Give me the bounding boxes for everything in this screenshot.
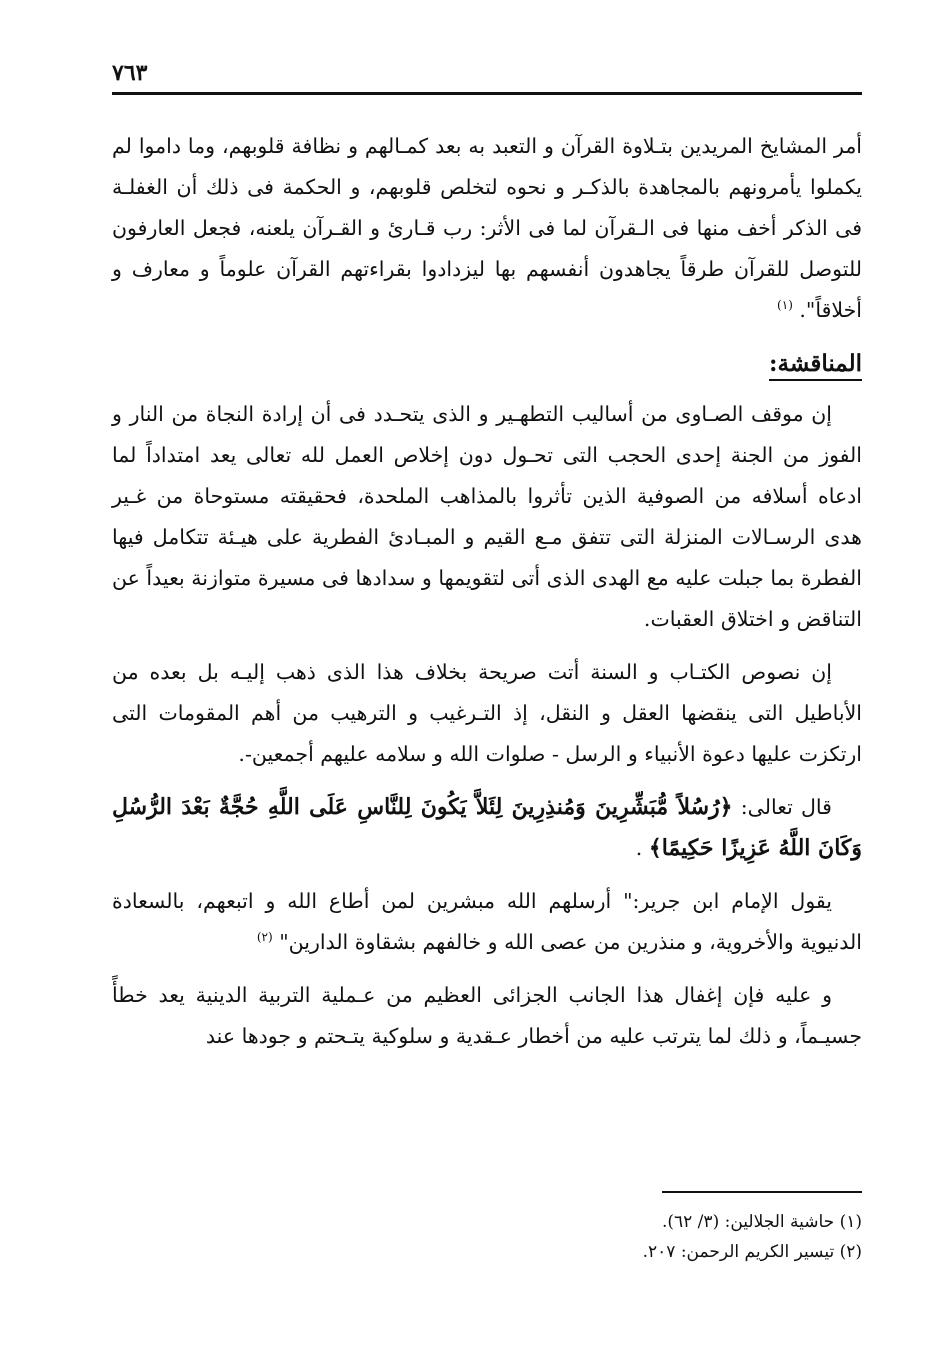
footnote-ref-1: (١) — [777, 298, 793, 313]
footnote-1: (١) حاشية الجلالين: (٣/ ٦٢). — [661, 1212, 862, 1232]
paragraph-2: إن موقف الصـاوى من أساليب التطهـير و الذى يتحـدد فى أن إرادة النجاة من النار و الفوز من الجنة إحدى الحجب التى تحـول دون إخلاص العمل لله تعالى يعد امتداداً لما ادعاه أسلافه من الصوفية الذين تأثروا بالمذاهب الملحدة، فحقيقته مستوحاة من غـير هدى الرسـالات المنزلة التى تتفق مـع القيم و المبـادئ الفطرية على هيـئة تتكامل فيها الفطرة بما جبلت عليه مع الهدى الذى أتى لتقويمها و سدادها فى مسيرة متوازنة بعيداً عن التناقض و اختلاق العقبات. — [112, 402, 862, 631]
header-rule — [112, 92, 862, 95]
footnote-ref-2: (٢) — [256, 930, 273, 945]
page-body — [112, 126, 862, 1069]
paragraph-3: إن نصوص الكتـاب و السنة أتت صريحة بخلاف هذا الذى ذهب إليـه بل بعده من الأباطيل التى ينقضها العقل و النقل، إذ التـرغيب و الترهيب من أهم المقومات التى ارتكزت عليها دعوة الأنبياء و الرسل - صلوات الله و سلامه عليهم أجمعين-. — [112, 660, 862, 766]
section-heading — [112, 343, 862, 384]
footnote-2: (٢) تيسير الكريم الرحمن: ٢٠٧. — [642, 1242, 862, 1262]
paragraph-1 — [112, 126, 862, 331]
section-heading-text: المناقشة: — [769, 350, 862, 381]
page-number: ٧٦٣ — [112, 60, 148, 86]
verse-end: . — [635, 836, 643, 860]
quran-verse: ﴿رُسُلاً مُّبَشِّرِينَ وَمُنذِرِينَ لِئَلاَّ يَكُونَ لِلنَّاسِ عَلَى اللَّهِ حُجَّةٌ بَعْدَ الرُّسُلِ وَكَانَ اللَّهُ عَزِيزًا حَكِيمًا﴾ — [112, 794, 862, 861]
paragraph-4 — [112, 787, 862, 869]
paragraph-5-text: يقول الإمام ابن جرير:" أرسلهم الله مبشرين لمن أطاع الله و اتبعهم، بالسعادة الدنيوية والأخروية، و منذرين من عصى الله و خالفهم بشقاوة الدارين" — [112, 889, 862, 954]
paragraph-6: و عليه فإن إغفال هذا الجانب الجزائى العظيم من عـملية التربية الدينية يعد خطأً جسيـماً، و ذلك لما يترتب عليه من أخطار عـقدية و سلوكية يتـحتم و جودها عند — [112, 983, 862, 1048]
verse-lead: قال تعالى: — [740, 795, 832, 819]
footnote-rule — [662, 1191, 862, 1193]
paragraph-1-text: أمر المشايخ المريدين بتـلاوة القرآن و التعبد به بعد كمـالهم و نظافة قلوبهم، وما داموا لم يكملوا يأمرونهم بالمجاهدة بالذكـر و نحوه لتخلص قلوبهم، و الحكمة فى ذلك أن الغفلـة فى الذكر أخف منها فى الـقرآن لما فى الأثر: رب قـارئ و القـرآن يلعنه، فجعل العارفون للتوصل للقرآن طرقاً يجاهدون أنفسهم بها ليزدادوا بقراءتهم القرآن علوماً و معارف و أخلاقاً". — [112, 134, 862, 322]
footnotes — [112, 1207, 862, 1267]
paragraph-5 — [112, 881, 862, 963]
